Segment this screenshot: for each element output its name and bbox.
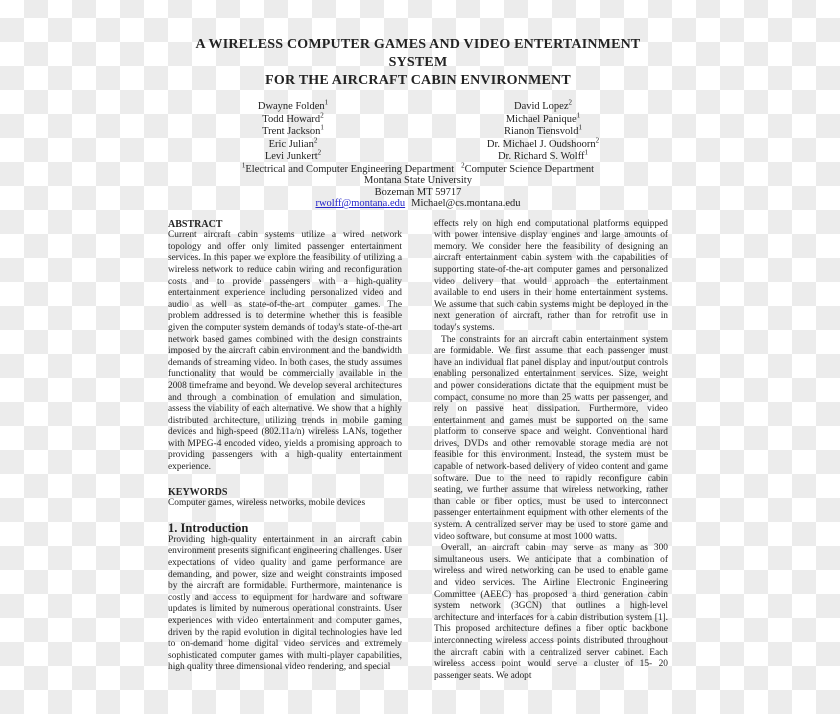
email-plain: Michael@cs.montana.edu — [411, 198, 521, 210]
author-affiliation-superscript: 1 — [576, 111, 581, 120]
email-link[interactable]: rwolff@montana.edu — [315, 198, 406, 210]
keywords-text: Computer games, wireless networks, mobile devices — [168, 498, 366, 509]
body-paragraph: effects rely on high end computational platforms equipped with power intensive display engines and large amounts of memory. We consider here the feasibility of designing an aircraft entertainment cabin system with the capabilities of supporting state-of-the-art computer games and personalized video delivery that would approach the entertainment available to end users in their home entertainment systems. We assume that such cabin systems might be deployed in the next generation of aircraft, rather than for retrofit use in today's systems. — [434, 218, 668, 333]
author-affiliation-superscript: 1 — [584, 148, 589, 157]
author-text: Dr. Richard S. Wolff — [497, 151, 585, 163]
column-left — [168, 219, 402, 683]
body-paragraph: Overall, an aircraft cabin may serve as many as 300 simultaneous users. We anticipate that a combination of wireless and wired networking can be used to enable game and video services. The Airline Electronic Engineering Committee (AEEC) has proposed a third generation cabin system network (3GCN) that outlines a high-level architecture and interfaces for a cabin distribution system [1]. This proposed architecture defines a fiber optic backbone interconnecting wireless access points distributed throughout the aircraft cabin with a centralized server cabinet. Each wireless access point would serve a cluster of 15- 20 passenger seats. We adopt — [434, 543, 668, 681]
author-text: Eric Julian — [268, 138, 314, 150]
department-name: Computer Science Department — [464, 163, 595, 175]
body-paragraph: The constraints for an aircraft cabin entertainment system are formidable. We first assume that each passenger must have an individual flat panel display and input/output controls enabling personalized entertainment services. Size, weight and power considerations dictate that the equipment must be compact, consume no more than 25 watts per passenger, and rely on passive heat dissipation. Furthermore, video entertainment and games must be supported on the same platform to conserve space and weight. Conventional hard drives, DVDs and other removable storage media are not feasible for this environment. Instead, the system must be capable of network-based delivery of video content and game software. Due to the need to rapidly reconfigure cabin seating, we further assume that wireless networking, rather than cable or fiber optics, must be used to interconnect passenger entertainment equipment with other elements of the system. A centralized server may be used to store game and video software, but consume at most 1000 watts. — [434, 334, 668, 542]
affiliation-departments — [168, 161, 668, 175]
author-affiliation-superscript: 2 — [320, 111, 324, 120]
column-right — [434, 219, 668, 683]
author-name — [418, 98, 668, 114]
affiliation-address: Bozeman MT 59717 — [374, 186, 462, 198]
author-affiliation-superscript: 2 — [317, 148, 322, 157]
author-name — [168, 123, 418, 139]
author-affiliation-superscript: 2 — [568, 98, 573, 107]
department-superscript: 1 — [241, 161, 246, 170]
author-text: Michael Panique — [505, 113, 577, 125]
author-text: Todd Howard — [262, 113, 321, 125]
two-column-body — [168, 219, 668, 683]
author-name — [168, 98, 418, 114]
author-column-left — [168, 98, 418, 164]
department-superscript: 2 — [461, 161, 465, 170]
author-name — [418, 123, 668, 139]
author-affiliation-superscript: 2 — [595, 136, 600, 145]
keywords-heading: KEYWORDS — [168, 486, 228, 498]
author-affiliation-superscript: 1 — [324, 98, 329, 107]
abstract-text: Current aircraft cabin systems utilize a wired network topology and offer only limited passenger entertainment services. In this paper we explore the feasibility of utilizing a wireless network to reduce cabin wiring and reconfiguration costs and to provide passengers with a high-quality entertainment experience including personalized video and audio as well as state-of-the-art computer games. The problem addressed is to determine whether this is feasible given the computer system demands of today's state-of-the-art network based games combined with the design constraints imposed by the aircraft cabin environment and the bandwidth demands of streaming video. In both cases, the study assumes functionality that would be commercially available in the 2008 timeframe and beyond. We develop several architectures and through a combination of emulation and simulation, assess the viability of each alternative. We show that a highly distributed architecture, utilizing trends in mobile gaming devices and high-speed (802.11a/n) wireless LANs, together with MPEG-4 encoded video, yields a promising approach to providing passengers with a high-quality entertainment experience. — [168, 230, 402, 473]
author-name — [168, 148, 418, 164]
author-name — [418, 148, 668, 164]
title-line-2: FOR THE AIRCRAFT CABIN ENVIRONMENT — [265, 73, 571, 88]
author-name — [168, 111, 418, 127]
department-name: Electrical and Computer Engineering Department — [245, 163, 455, 175]
author-text: Trent Jackson — [262, 126, 321, 138]
author-column-right — [418, 98, 668, 164]
affiliation-university: Montana State University — [364, 175, 472, 187]
paper-title — [168, 36, 668, 90]
abstract-heading: ABSTRACT — [168, 218, 223, 230]
author-text: Dwayne Folden — [257, 101, 325, 112]
author-text: Dr. Michael J. Oudshoorn — [486, 138, 596, 150]
author-affiliation-superscript: 1 — [578, 123, 582, 132]
author-affiliation-superscript: 1 — [320, 123, 324, 132]
author-text: David Lopez — [513, 101, 569, 112]
contact-line — [168, 198, 668, 209]
introduction-text: Providing high-quality entertainment in an aircraft cabin environment presents significant engineering challenges. User expectations of video quality and game performance are demanding, and power, size and weight constraints imposed by the aircraft are formidable. Furthermore, maintenance is costly and access to equipment for hardware and software updates is limited by numerous operational constraints. User experiences with video entertainment and computer games, driven by the rapid evolution in digital technologies have led to on-demand home digital video services and extremely sophisticated computer games with multi-player capabilities, high quality three dimensional video rendering, and special — [168, 534, 402, 673]
affiliation-block — [168, 161, 668, 210]
author-name — [418, 136, 668, 152]
author-affiliation-superscript: 2 — [313, 136, 318, 145]
introduction-heading: 1. Introduction — [168, 520, 249, 535]
author-name — [418, 111, 668, 127]
author-name — [168, 136, 418, 152]
title-line-1: A WIRELESS COMPUTER GAMES AND VIDEO ENTERTAINMENT SYSTEM — [195, 37, 641, 70]
author-text: Levi Junkert — [264, 151, 318, 163]
author-block — [168, 98, 668, 164]
author-text: Rianon Tiensvold — [504, 126, 579, 138]
paper-page — [168, 36, 668, 682]
